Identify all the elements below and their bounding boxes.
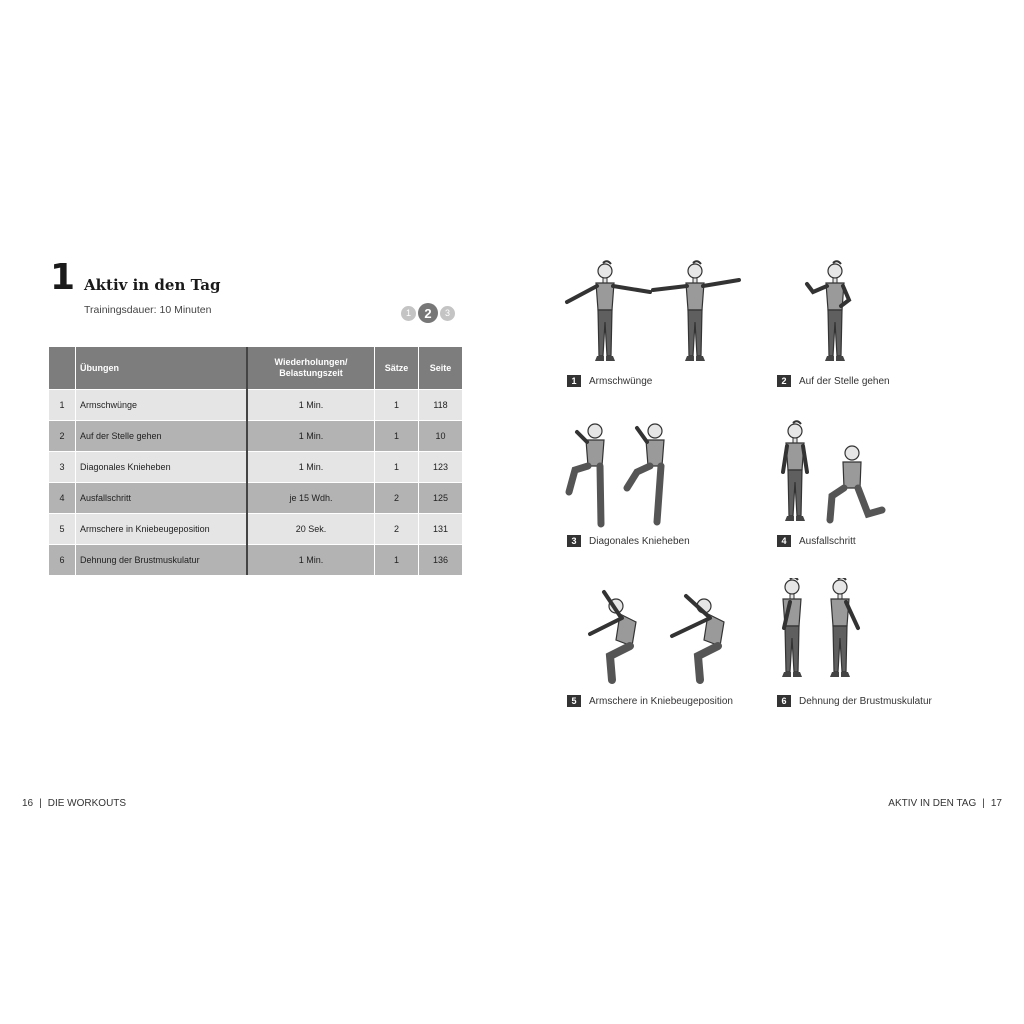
illustration-lunge xyxy=(770,418,900,530)
table-row xyxy=(49,514,462,545)
table-row xyxy=(49,452,462,483)
figure-caption xyxy=(567,374,652,388)
footer-separator: | xyxy=(982,798,985,809)
illustration-marching xyxy=(790,258,890,370)
row-sets: 1 xyxy=(375,452,419,483)
table-row xyxy=(49,421,462,452)
row-sets: 1 xyxy=(375,421,419,452)
illustration-knee-raise xyxy=(560,418,760,530)
row-exercise: Ausfallschritt xyxy=(76,483,248,514)
row-exercise: Armschere in Kniebeugeposition xyxy=(76,514,248,545)
training-duration: Trainingsdauer: 10 Minuten xyxy=(84,304,212,316)
row-sets: 2 xyxy=(375,483,419,514)
row-exercise: Armschwünge xyxy=(76,390,248,421)
row-number: 5 xyxy=(49,514,76,545)
row-number: 3 xyxy=(49,452,76,483)
row-exercise: Diagonales Knieheben xyxy=(76,452,248,483)
row-sets: 2 xyxy=(375,514,419,545)
header-reps xyxy=(247,347,375,390)
header-reps-line1: Wiederholungen/ xyxy=(274,357,348,367)
section-title: Aktiv in den Tag xyxy=(84,276,221,294)
footer-separator: | xyxy=(39,798,42,809)
figure-number: 2 xyxy=(777,375,791,387)
row-number: 2 xyxy=(49,421,76,452)
footer-left xyxy=(22,798,126,809)
figure-caption xyxy=(777,694,932,708)
figure-label: Auf der Stelle gehen xyxy=(799,375,890,387)
row-page: 123 xyxy=(419,452,463,483)
figure-caption xyxy=(777,374,890,388)
row-reps: 1 Min. xyxy=(247,545,375,576)
figure-label: Armschere in Kniebeugeposition xyxy=(589,695,733,707)
table-row xyxy=(49,545,462,576)
row-exercise: Dehnung der Brustmuskulatur xyxy=(76,545,248,576)
table-row xyxy=(49,483,462,514)
figure-number: 3 xyxy=(567,535,581,547)
row-page: 10 xyxy=(419,421,463,452)
row-reps: 20 Sek. xyxy=(247,514,375,545)
level-3-badge: 3 xyxy=(440,306,455,321)
row-reps: je 15 Wdh. xyxy=(247,483,375,514)
figure-label: Ausfallschritt xyxy=(799,535,856,547)
figure-label: Dehnung der Brustmuskulatur xyxy=(799,695,932,707)
figure-caption xyxy=(567,534,690,548)
illustration-arm-swings xyxy=(560,258,760,370)
section-number: 1 xyxy=(50,257,76,298)
right-page-number: 17 xyxy=(990,798,1002,809)
footer-right xyxy=(888,798,1002,809)
header-reps-line2: Belastungszeit xyxy=(279,368,343,378)
difficulty-levels xyxy=(401,302,455,324)
row-exercise: Auf der Stelle gehen xyxy=(76,421,248,452)
figure-label: Diagonales Knieheben xyxy=(589,535,690,547)
row-reps: 1 Min. xyxy=(247,390,375,421)
figure-caption xyxy=(777,534,856,548)
figure-label: Armschwünge xyxy=(589,375,653,387)
left-running-title: DIE WORKOUTS xyxy=(47,798,127,809)
row-sets: 1 xyxy=(375,545,419,576)
row-number: 4 xyxy=(49,483,76,514)
table-header-row xyxy=(49,347,462,390)
level-2-badge: 2 xyxy=(418,303,438,323)
row-sets: 1 xyxy=(375,390,419,421)
figure-caption xyxy=(567,694,733,708)
left-page-number: 16 xyxy=(22,798,34,809)
row-reps: 1 Min. xyxy=(247,452,375,483)
right-running-title: AKTIV IN DEN TAG xyxy=(888,798,977,809)
figure-number: 1 xyxy=(567,375,581,387)
row-number: 1 xyxy=(49,390,76,421)
exercise-table xyxy=(49,347,462,575)
row-page: 131 xyxy=(419,514,463,545)
row-page: 136 xyxy=(419,545,463,576)
row-number: 6 xyxy=(49,545,76,576)
figure-number: 5 xyxy=(567,695,581,707)
header-exercises: Übungen xyxy=(76,347,248,390)
figure-number: 6 xyxy=(777,695,791,707)
header-sets: Sätze xyxy=(375,347,419,390)
row-page: 125 xyxy=(419,483,463,514)
illustration-squat-scissors xyxy=(560,578,760,690)
row-page: 118 xyxy=(419,390,463,421)
table-row xyxy=(49,390,462,421)
illustration-chest-stretch xyxy=(770,578,890,690)
header-page: Seite xyxy=(419,347,463,390)
header-number xyxy=(49,347,76,390)
level-1-badge: 1 xyxy=(401,306,416,321)
figure-number: 4 xyxy=(777,535,791,547)
row-reps: 1 Min. xyxy=(247,421,375,452)
